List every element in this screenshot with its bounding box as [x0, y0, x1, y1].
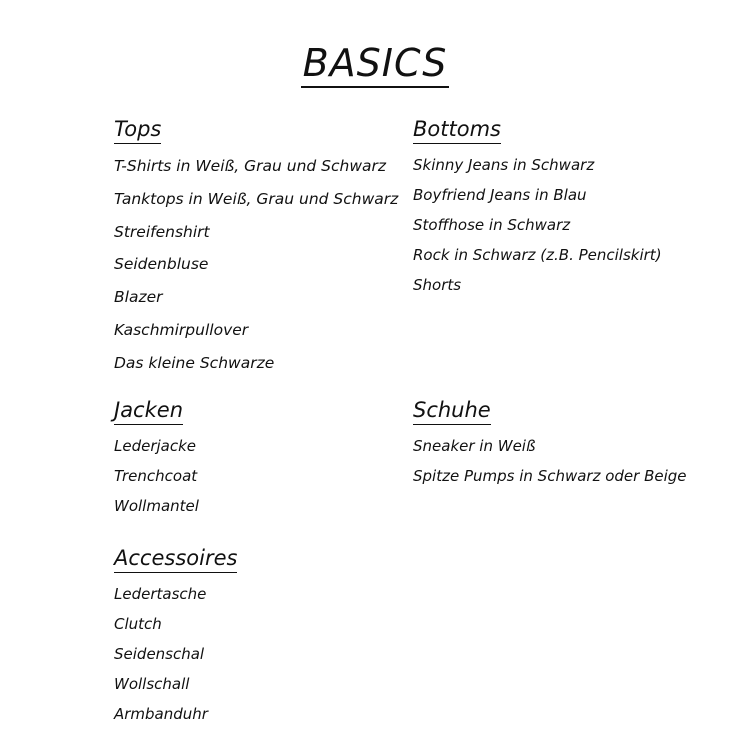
page-title	[0, 41, 750, 88]
list-item: Sneaker in Weiß	[413, 437, 536, 455]
list-item: Blazer	[114, 288, 163, 307]
section-heading-accessoires: Accessoires	[114, 545, 237, 573]
section-accessoires	[114, 545, 237, 729]
section-heading-jacken: Jacken	[114, 397, 183, 425]
list-item: Rock in Schwarz (z.B. Pencilskirt)	[413, 246, 662, 264]
section-schuhe	[413, 397, 687, 491]
list-item: Lederjacke	[114, 437, 197, 455]
list-item: Tanktops in Weiß, Grau und Schwarz	[114, 189, 399, 208]
list-item: Armbanduhr	[114, 705, 208, 723]
list-bottoms	[413, 150, 662, 300]
section-heading-bottoms: Bottoms	[413, 116, 501, 144]
section-bottoms	[413, 116, 662, 300]
list-item: Wollmantel	[114, 497, 199, 515]
list-item: Trenchcoat	[114, 467, 198, 485]
list-item: Seidenbluse	[114, 255, 209, 274]
list-item: Wollschall	[114, 675, 190, 693]
list-item: Kaschmirpullover	[114, 320, 249, 339]
section-heading-schuhe: Schuhe	[413, 397, 491, 425]
list-schuhe	[413, 431, 687, 491]
list-item: Ledertasche	[114, 585, 207, 603]
list-tops	[114, 150, 398, 380]
list-accessoires	[114, 579, 237, 729]
list-item: Das kleine Schwarze	[114, 353, 275, 372]
list-item: Spitze Pumps in Schwarz oder Beige	[413, 467, 687, 485]
section-tops	[114, 116, 398, 380]
list-item: Shorts	[413, 276, 462, 294]
list-item: Seidenschal	[114, 645, 205, 663]
page-title-text: BASICS	[301, 44, 450, 88]
list-item: Clutch	[114, 615, 162, 633]
list-item: Stoffhose in Schwarz	[413, 216, 571, 234]
list-item: T-Shirts in Weiß, Grau und Schwarz	[114, 157, 387, 175]
list-item: Streifenshirt	[114, 222, 210, 241]
section-heading-tops: Tops	[114, 116, 161, 144]
section-jacken	[114, 397, 199, 521]
list-jacken	[114, 431, 199, 521]
list-item: Boyfriend Jeans in Blau	[413, 186, 587, 204]
list-item: Skinny Jeans in Schwarz	[413, 156, 595, 174]
